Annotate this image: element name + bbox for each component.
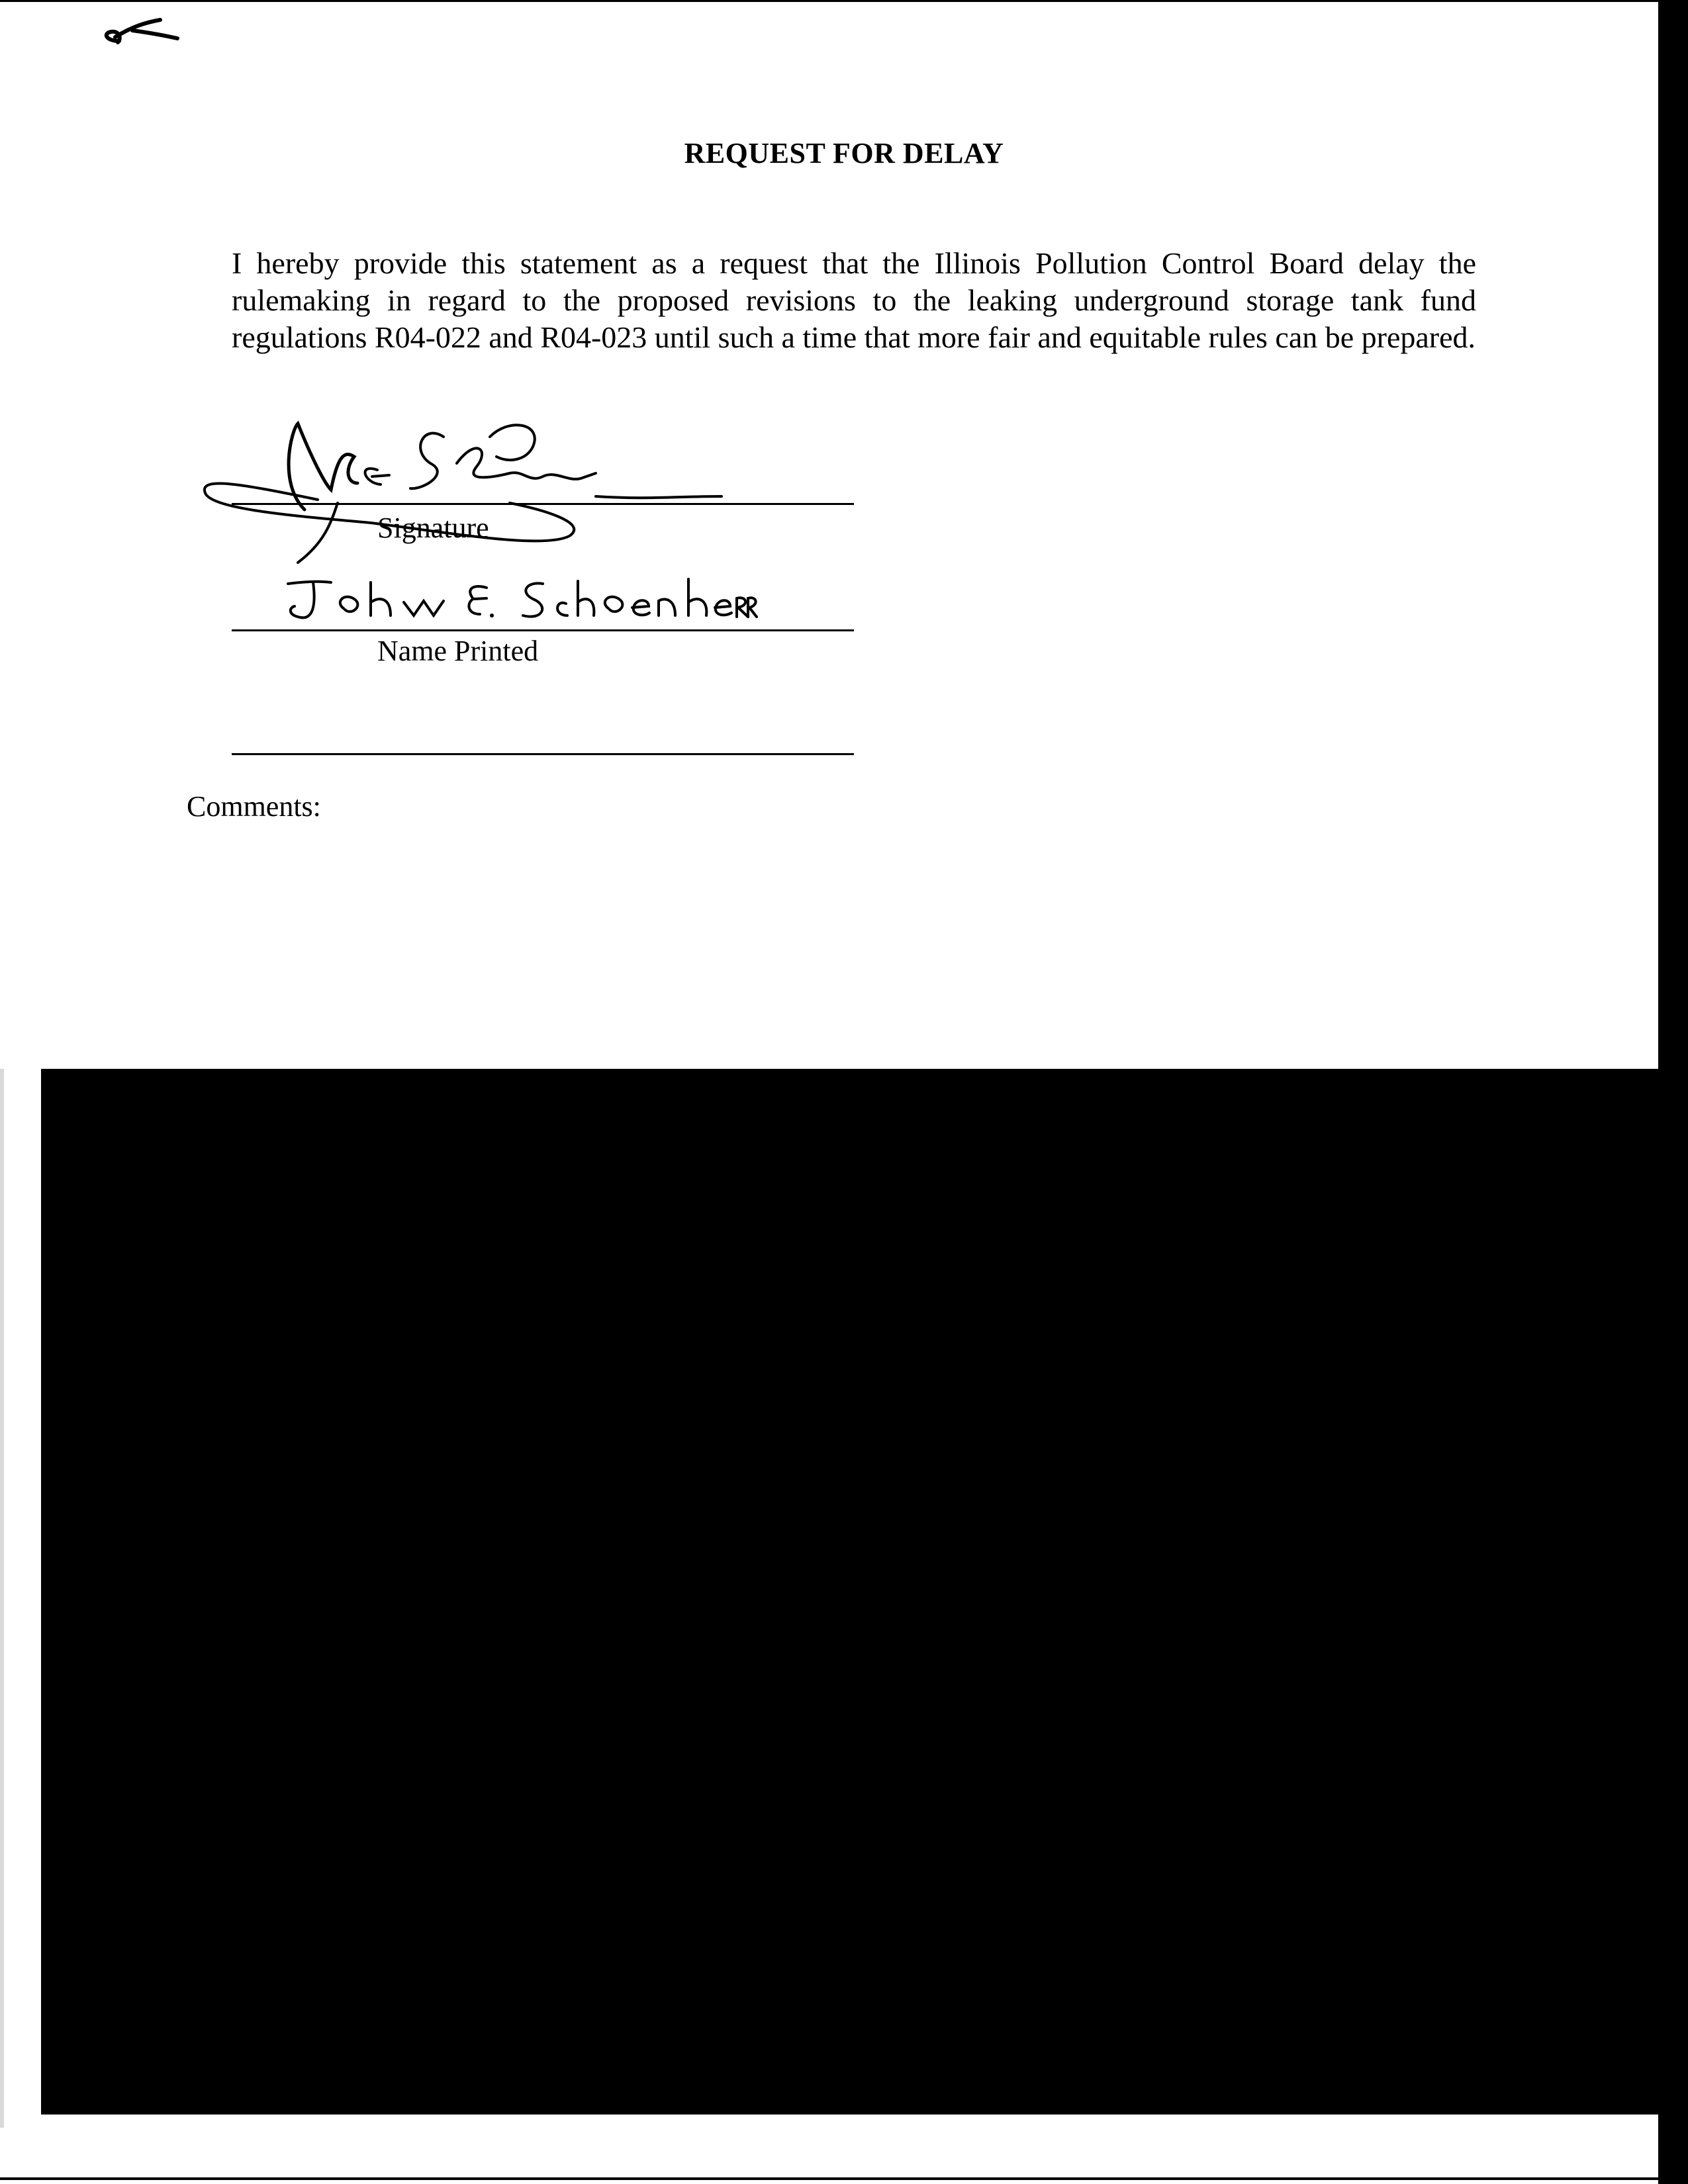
handwritten-printed-name: [281, 569, 758, 632]
page-bottom-edge: [0, 2177, 1658, 2180]
request-statement: I hereby provide this statement as a request that the Illinois Pollution Control Board delay the rulemaking in regard to the proposed revisions to the leaking underground storage tank fund regulations R04-022 and R04-023 until such a time that more fair and equitable rules can be prepared.: [232, 246, 1476, 354]
handwritten-initial-mark: [99, 13, 185, 46]
comments-label: Comments:: [187, 790, 321, 823]
blank-line: [232, 753, 854, 755]
signature-label: Signature: [377, 512, 489, 544]
scan-edge-bar-bottom: [1658, 2115, 1688, 2184]
name-printed-label: Name Printed: [377, 635, 539, 667]
scan-edge-strip: [0, 1069, 4, 2128]
redaction-block: [41, 1069, 1688, 2115]
document-title: REQUEST FOR DELAY: [684, 137, 1004, 169]
handwritten-signature: [199, 410, 728, 576]
page-top-edge: [0, 0, 1658, 2]
